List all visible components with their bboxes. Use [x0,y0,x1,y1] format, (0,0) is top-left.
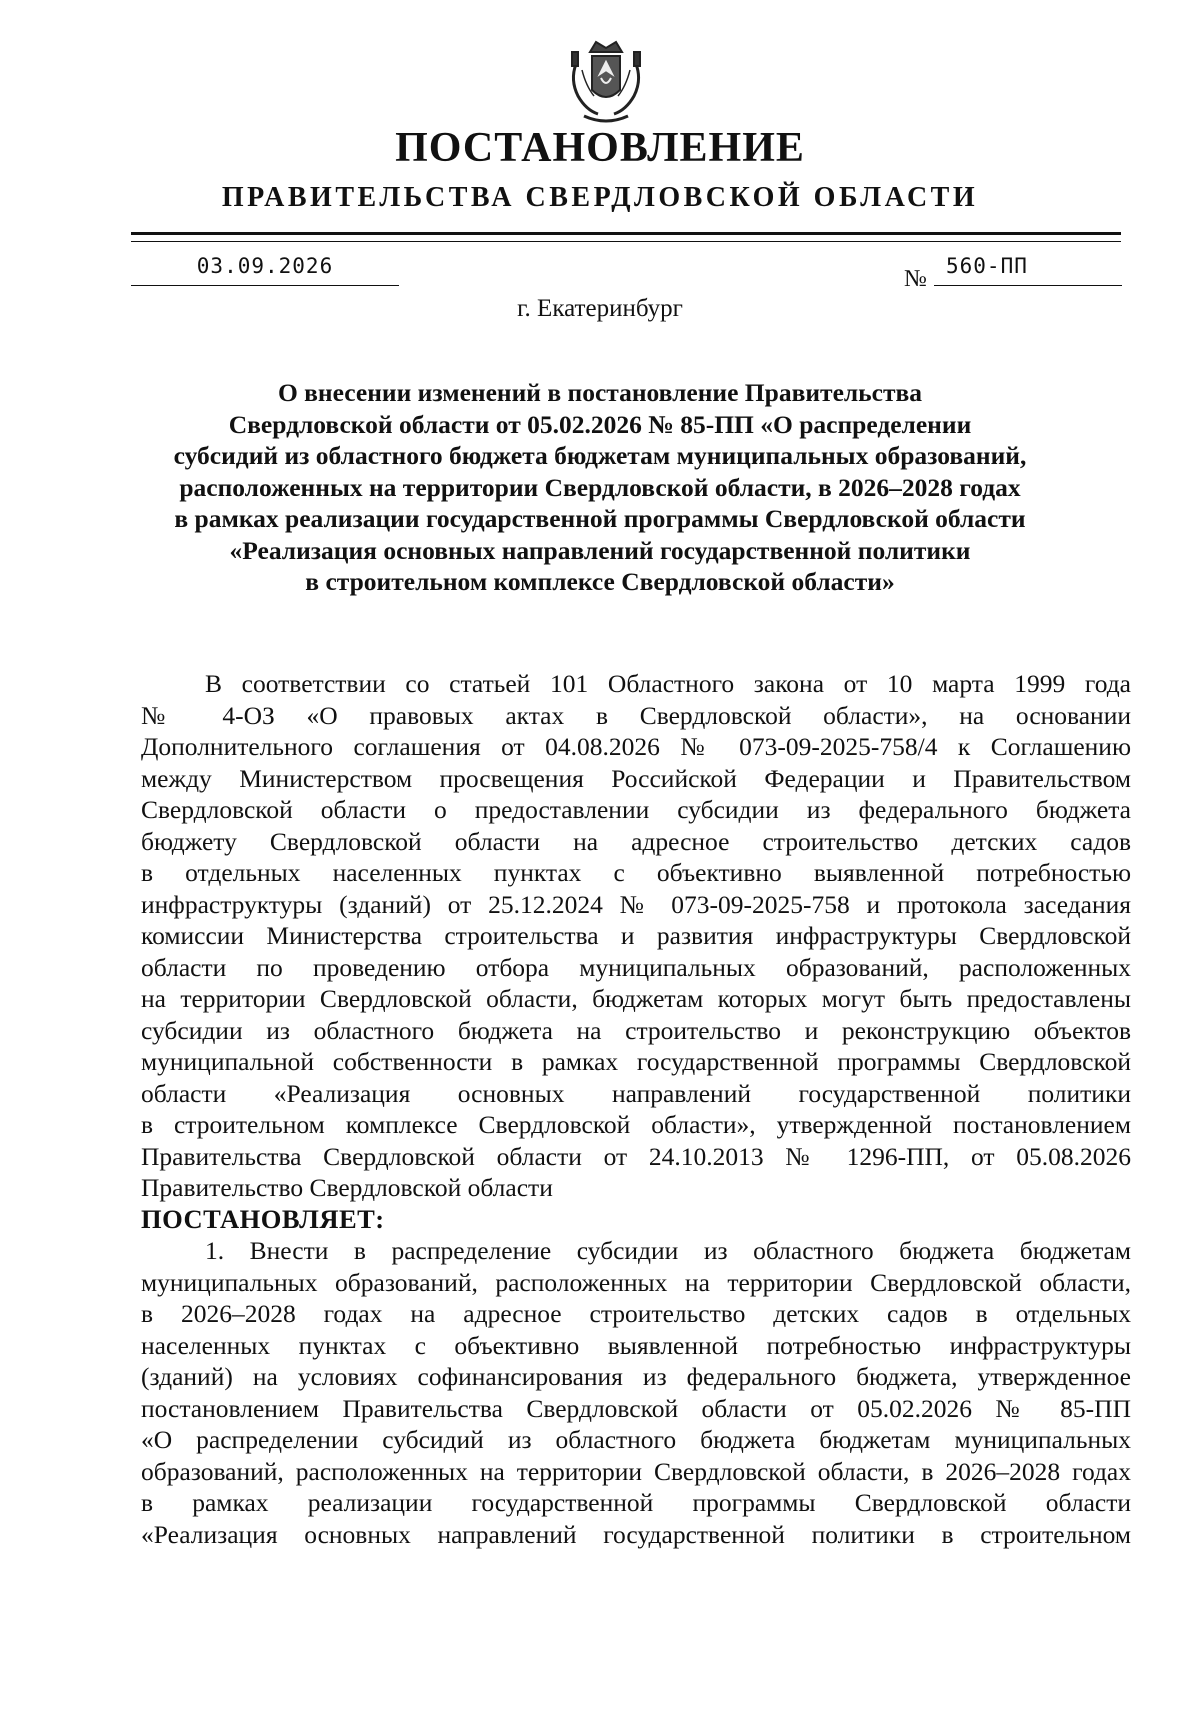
title-line: субсидий из областного бюджета бюджетам муниципальных образований, [173,441,1027,470]
document-body [141,668,1131,1550]
document-number: 560-ПП [946,254,1028,278]
city-of-issue: г. Екатеринбург [517,295,683,322]
body-line: образований, расположенных на территории Свердловской области, в 2026–2028 годах [141,1456,1131,1486]
body-line: в 2026–2028 годах на адресное строительство детских садов в отдельных [141,1299,1131,1328]
body-line: на территории Свердловской области, бюджетам которых могут быть предоставлены [141,984,1131,1013]
body-line: области «Реализация основных направлений государственной политики [141,1078,1131,1108]
title-line: в рамках реализации государственной программы Свердловской области [174,504,1026,533]
body-line: Свердловской области о предоставлении субсидии из федерального бюджета [141,795,1131,824]
preamble-paragraph [141,668,1131,1204]
item-1-paragraph [141,1235,1131,1550]
body-line: между Министерством просвещения Российской Федерации и Правительством [141,763,1131,793]
body-line: № 4-ОЗ «О правовых актах в Свердловской области», на основании [141,700,1131,730]
body-line: Правительства Свердловской области от 24.10.2013 № 1296-ПП, от 05.08.2026 [141,1141,1131,1171]
body-line: субсидии из областного бюджета на строительство и реконструкцию объектов [141,1015,1131,1045]
body-line: «Реализация основных направлений государственной политики в строительном [141,1519,1131,1549]
body-line: «О распределении субсидий из областного бюджета бюджетам муниципальных [141,1425,1131,1454]
header-divider-thin [131,241,1121,242]
body-line: области по проведению отбора муниципальных образований, расположенных [141,952,1131,982]
title-line: Свердловской области от 05.02.2026 № 85-ПП «О распределении [228,409,972,439]
title-line: «Реализация основных направлений государственной политики [229,535,971,565]
document-type-heading: ПОСТАНОВЛЕНИЕ [395,125,805,171]
number-sign: № [904,266,927,292]
body-line: в рамках реализации государственной программы Свердловской области [141,1488,1131,1517]
body-line: в отдельных населенных пунктах с объективно выявленной потребностью [141,858,1131,887]
title-line: расположенных на территории Свердловской области, в 2026–2028 годах [179,472,1021,502]
body-line: постановлением Правительства Свердловской области от 05.02.2026 № 85-ПП [141,1393,1131,1423]
body-line: инфраструктуры (зданий) от 25.12.2024 № 073-09-2025-758 и протокола заседания [141,889,1131,919]
body-line: 1. Внести в распределение субсидии из областного бюджета бюджетам [205,1236,1131,1265]
body-line: бюджету Свердловской области на адресное строительство детских садов [141,826,1131,856]
body-line: В соответствии со статьей 101 Областного закона от 10 марта 1999 года [205,669,1131,698]
issuing-authority: ПРАВИТЕЛЬСТВА СВЕРДЛОВСКОЙ ОБЛАСТИ [221,182,979,213]
number-underline [934,285,1122,286]
body-line: Правительство Свердловской области [141,1173,553,1202]
body-line: Дополнительного соглашения от 04.08.2026 № 073-09-2025-758/4 к Соглашению [141,732,1131,761]
date-underline [131,285,399,286]
body-line: муниципальных образований, расположенных на территории Свердловской области, [141,1267,1131,1297]
body-line: (зданий) на условиях софинансирования из федерального бюджета, утвержденное [141,1362,1131,1391]
coat-of-arms-emblem [556,30,656,130]
body-line: муниципальной собственности в рамках государственной программы Свердловской [141,1047,1131,1076]
body-line: населенных пунктах с объективно выявленной потребностью инфраструктуры [141,1330,1131,1360]
header-divider-thick [131,232,1121,235]
title-line: в строительном комплексе Свердловской области» [305,567,895,596]
body-line: комиссии Министерства строительства и развития инфраструктуры Свердловской [141,921,1131,950]
decree-word: ПОСТАНОВЛЯЕТ: [141,1203,385,1234]
document-title [140,377,1060,598]
title-line: О внесении изменений в постановление Правительства [277,378,923,407]
document-date: 03.09.2026 [196,254,334,278]
body-line: в строительном комплексе Свердловской области», утвержденной постановлением [141,1110,1131,1139]
